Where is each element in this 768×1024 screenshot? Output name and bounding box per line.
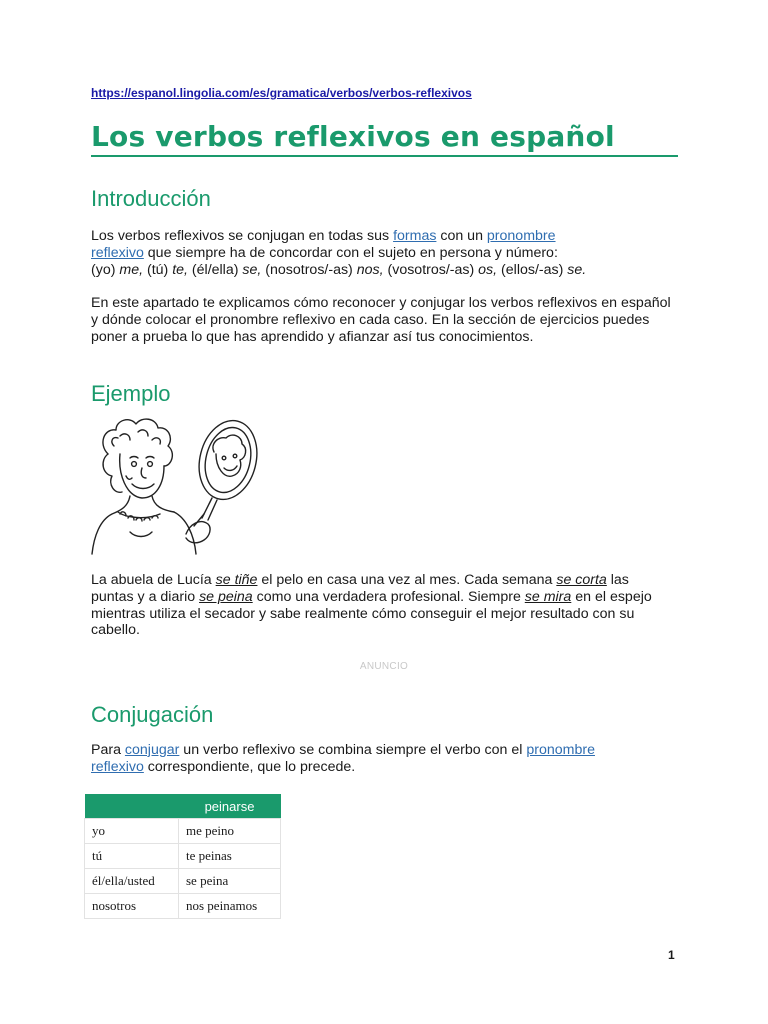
table-cell-form: se peina bbox=[179, 869, 281, 894]
text-span: Para bbox=[91, 742, 125, 758]
pronoun-te: te, bbox=[172, 261, 188, 278]
text-span: (vosotros/-as) bbox=[383, 261, 479, 278]
table-cell-form: nos peinamos bbox=[179, 894, 281, 919]
text-span: Los verbos reflexivos se conjugan en todas sus bbox=[91, 228, 394, 244]
page-title: Los verbos reflexivos en español bbox=[91, 120, 678, 157]
text-span: las puntas y a diario bbox=[91, 572, 629, 605]
text-span: como una verdadera profesional. Siempre bbox=[252, 588, 525, 605]
text-span: que siempre ha de concordar con el sujeto en persona y número: bbox=[143, 244, 558, 261]
pronoun-nos: nos, bbox=[356, 261, 384, 278]
reflexive-verb-se-peina: se peina bbox=[199, 588, 253, 605]
table-row bbox=[85, 894, 281, 919]
table-cell-person: yo bbox=[85, 819, 179, 844]
table-row bbox=[85, 819, 281, 844]
text-span: (ellos/-as) bbox=[497, 261, 568, 278]
pronoun-os: os, bbox=[478, 261, 498, 278]
reflexive-verb-se-mira: se mira bbox=[524, 588, 572, 605]
conjugation-table bbox=[84, 794, 281, 919]
table-cell-person: él/ella/usted bbox=[85, 869, 179, 894]
table-cell-form: te peinas bbox=[179, 844, 281, 869]
reflexive-verb-se-corta: se corta bbox=[556, 572, 607, 588]
link-reflexivo[interactable]: reflexivo bbox=[91, 244, 144, 261]
link-formas[interactable]: formas bbox=[393, 228, 437, 244]
text-span: en el espejo mientras utiliza el secador y sabe realmente cómo conseguir el mejor resultado con su cabello. bbox=[91, 588, 652, 639]
table-header-row bbox=[85, 794, 281, 819]
source-url-link[interactable]: https://espanol.lingolia.com/es/gramatica/verbos/verbos-reflexivos bbox=[91, 86, 472, 100]
pronoun-se-plural: se. bbox=[567, 261, 587, 278]
pronoun-se: se, bbox=[242, 261, 262, 278]
reflexive-verb-se-tine: se tiñe bbox=[215, 572, 258, 588]
section-heading-introduccion: Introducción bbox=[91, 186, 211, 211]
link-conjugar[interactable]: conjugar bbox=[124, 742, 180, 758]
ejemplo-paragraph bbox=[91, 572, 671, 639]
intro-paragraph-1 bbox=[91, 228, 671, 278]
link-pronombre[interactable]: pronombre bbox=[526, 742, 595, 758]
table-row bbox=[85, 844, 281, 869]
text-span: un verbo reflexivo se combina siempre el verbo con el bbox=[179, 742, 527, 758]
table-cell-person: tú bbox=[85, 844, 179, 869]
table-cell-form: me peino bbox=[179, 819, 281, 844]
section-heading-ejemplo: Ejemplo bbox=[91, 381, 171, 406]
text-span: el pelo en casa una vez al mes. Cada semana bbox=[257, 572, 557, 588]
link-reflexivo[interactable]: reflexivo bbox=[91, 758, 144, 775]
text-span: correspondiente, que lo precede. bbox=[143, 758, 356, 775]
text-span: (nosotros/-as) bbox=[261, 261, 357, 278]
table-cell-person: nosotros bbox=[85, 894, 179, 919]
text-span: (tú) bbox=[143, 261, 173, 278]
table-header-empty bbox=[85, 794, 179, 819]
link-pronombre[interactable]: pronombre bbox=[486, 228, 556, 244]
table-header-verb: peinarse bbox=[179, 794, 281, 819]
text-span: (él/ella) bbox=[187, 261, 243, 278]
page-number: 1 bbox=[668, 948, 675, 962]
ad-label: ANUNCIO bbox=[359, 661, 409, 672]
section-heading-conjugacion: Conjugación bbox=[91, 702, 214, 727]
intro-paragraph-2: En este apartado te explicamos cómo reconocer y conjugar los verbos reflexivos en español y dónde colocar el pronombre reflexivo en cada caso. En la sección de ejercicios puedes poner a prueba lo que has aprendido y afianzar así tus conocimientos. bbox=[91, 295, 671, 345]
pronoun-me: me, bbox=[119, 261, 144, 278]
text-span: con un bbox=[436, 228, 487, 244]
text-span: (yo) bbox=[91, 261, 120, 278]
text-span: La abuela de Lucía bbox=[91, 572, 216, 588]
woman-looking-in-mirror-illustration bbox=[90, 414, 260, 559]
conjugacion-paragraph bbox=[91, 742, 671, 776]
table-row bbox=[85, 869, 281, 894]
